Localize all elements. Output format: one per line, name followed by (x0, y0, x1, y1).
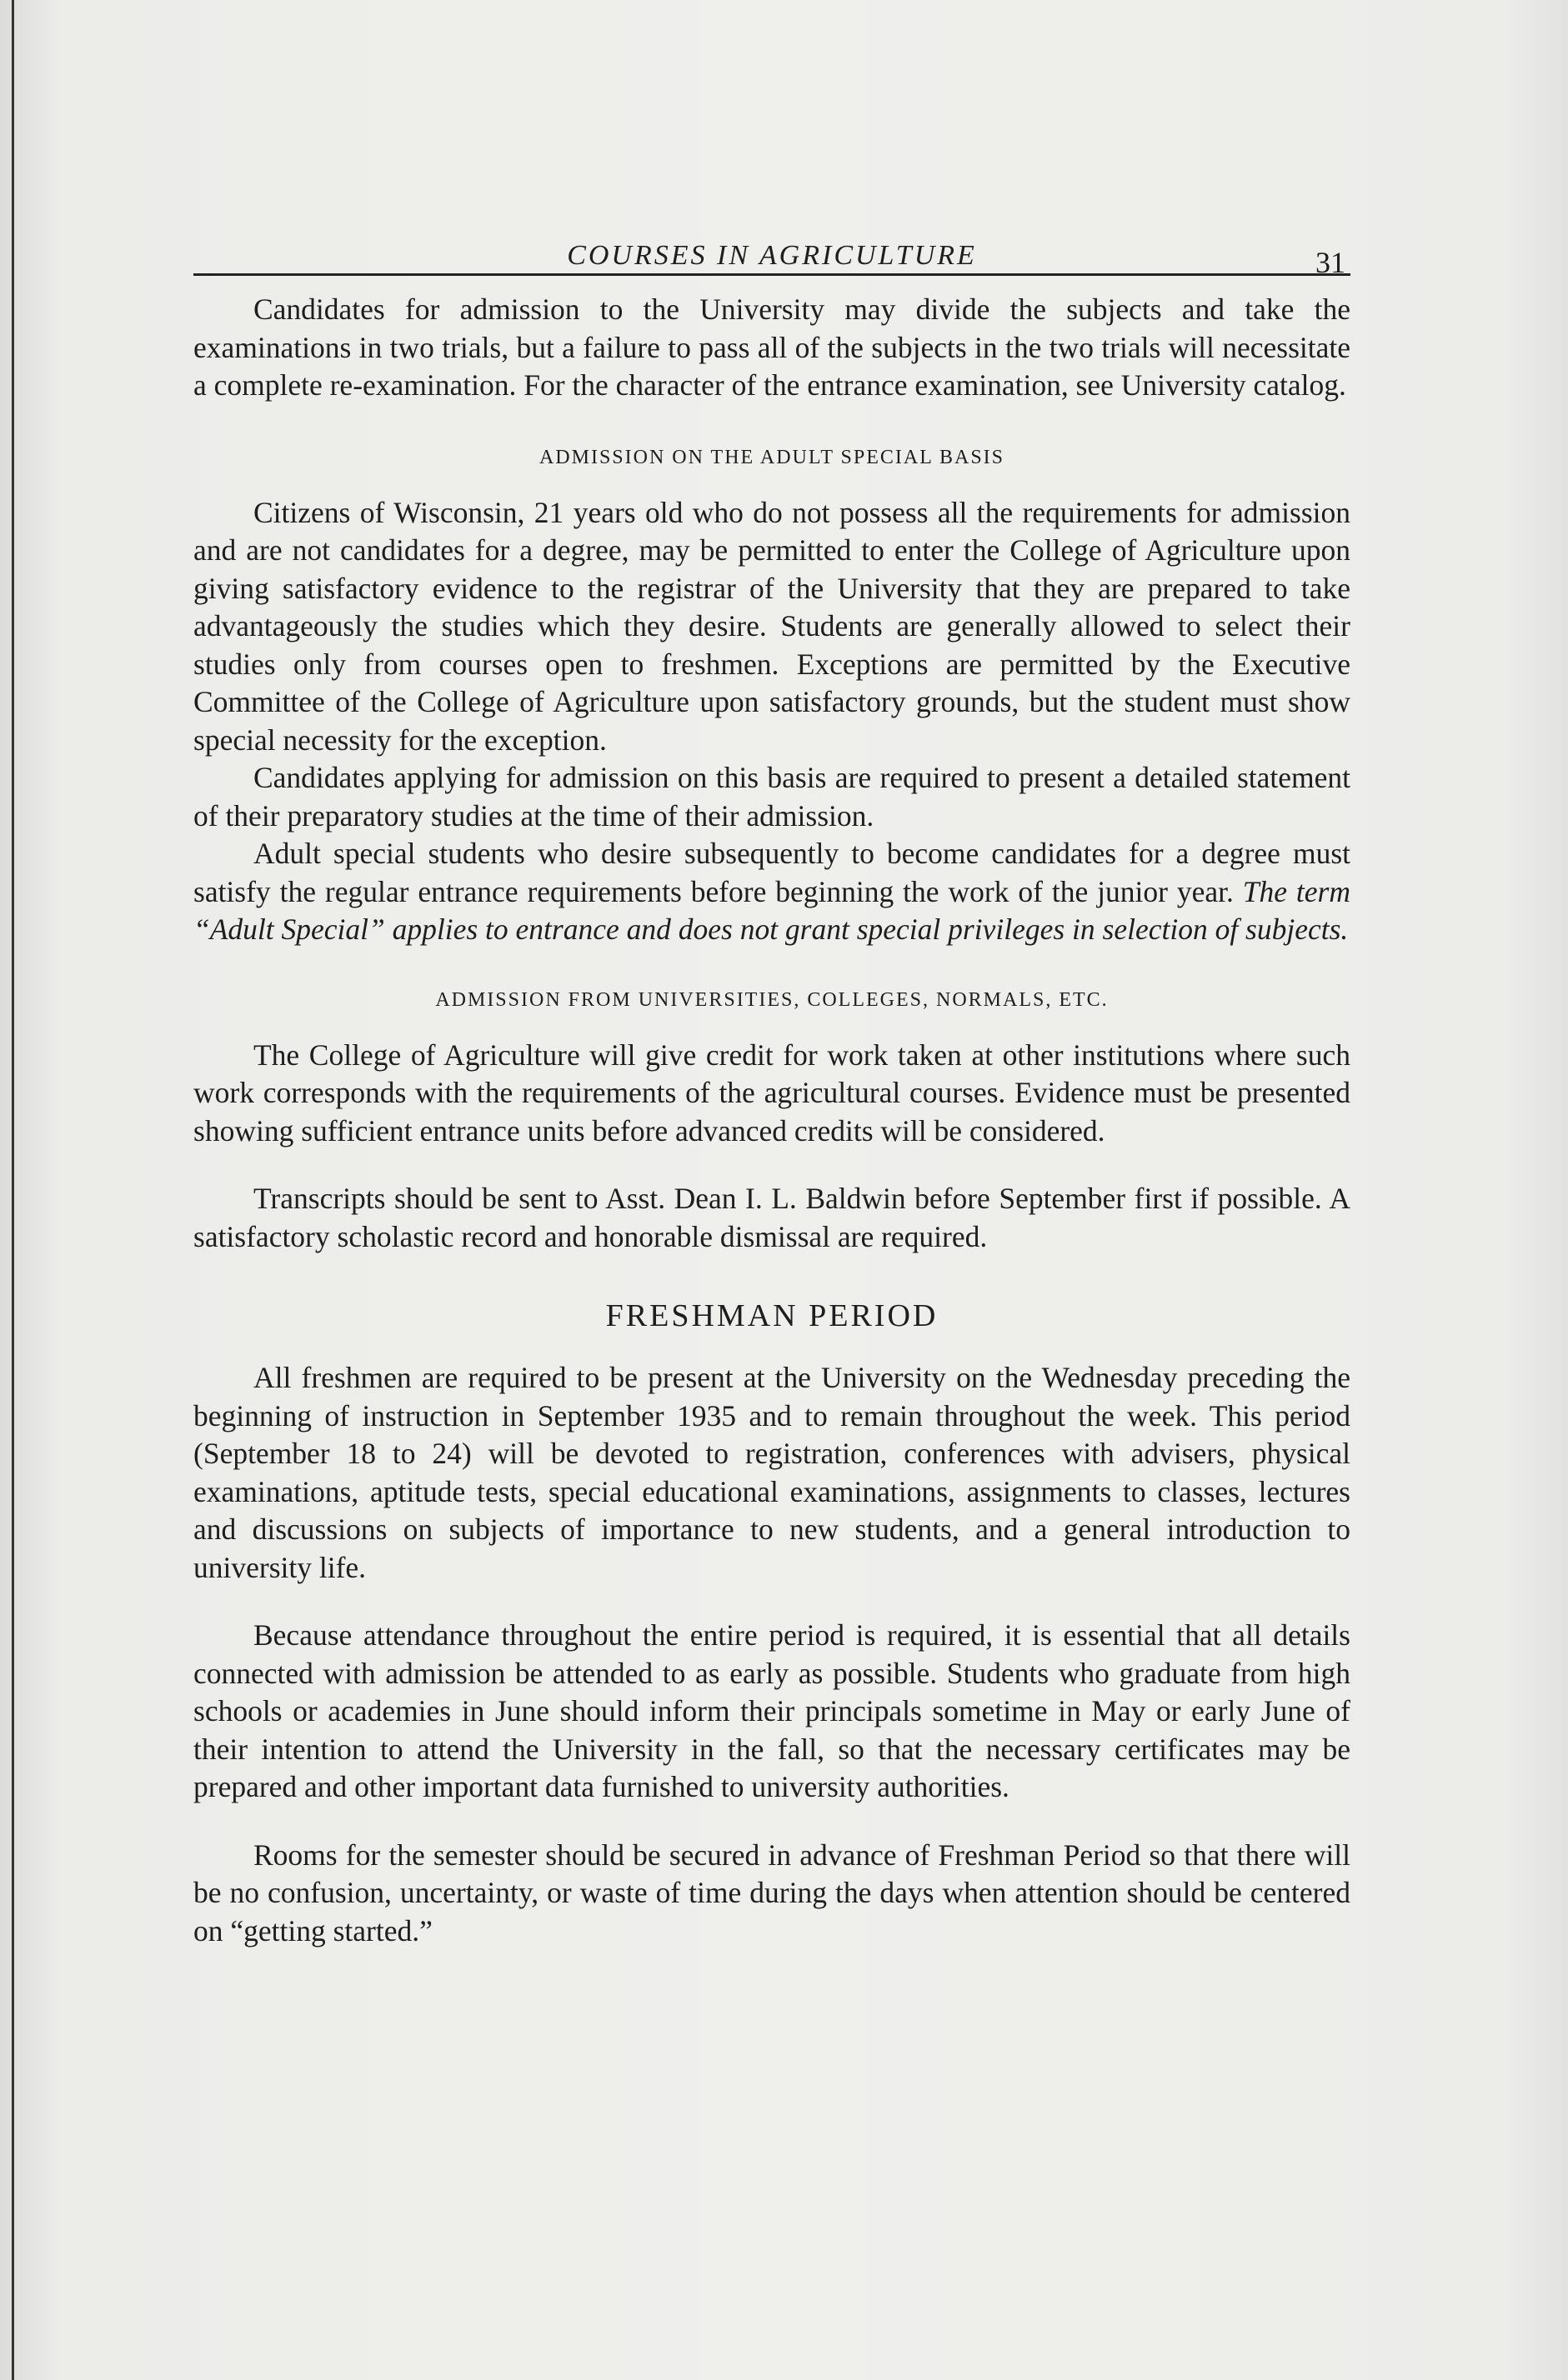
page-number: 31 (1315, 246, 1345, 279)
page-content (193, 218, 1350, 1950)
transfer-admission-heading: ADMISSION FROM UNIVERSITIES, COLLEGES, NORMALS, ETC. (435, 988, 1109, 1011)
freshman-paragraph-2: Because attendance throughout the entire period is required, it is essential that all details connected with admission be attended to as early as possible. Students who graduate from high schools or academies in June should inform their principals sometime in May or early June of their intention to attend the University in the fall, so that the necessary certificates may be prepared and other important data furnished to university authorities. (193, 1618, 1350, 1803)
adult-special-paragraph-3 (193, 835, 1350, 949)
page-edge-line (12, 0, 14, 2380)
adult-special-paragraph-1: Citizens of Wisconsin, 21 years old who do not possess all the requirements for admission and are not candidates for a degree, may be permitted to enter the College of Agriculture upon giving satisfactory evidence to the registrar of the University that they are prepared to take advantageously the studies which they desire. Students are generally allowed to select their studies only from courses open to freshmen. Exceptions are permitted by the Executive Committee of the College of Agriculture upon satisfactory grounds, but the student must show special necessity for the exception. (193, 495, 1350, 757)
adult-special-paragraph-3-text: Adult special students who desire subsequently to become candidates for a degree must satisfy the regular entrance requirements before beginning the work of the junior year. (193, 837, 1350, 908)
transfer-paragraph-1: The College of Agriculture will give credit for work taken at other institutions where such work corresponds with the requirements of the agricultural courses. Evidence must be presented showing sufficient entrance units before advanced credits will be considered. (193, 1038, 1350, 1148)
intro-paragraph: Candidates for admission to the University may divide the subjects and take the examinations in two trials, but a failure to pass all of the subjects in the two trials will necessitate a complete re-examination. For the character of the entrance examination, see University catalog. (193, 292, 1350, 402)
running-header (193, 218, 1350, 279)
adult-special-paragraph-2: Candidates applying for admission on this basis are required to present a detailed statement of their preparatory studies at the time of their admission. (193, 761, 1350, 832)
freshman-paragraph-3: Rooms for the semester should be secured in advance of Freshman Period so that there will be no confusion, uncertainty, or waste of time during the days when attention should be centered on “getting started.” (193, 1838, 1350, 1948)
transfer-paragraph-2: Transcripts should be sent to Asst. Dean I. L. Baldwin before September first if possible. A satisfactory scholastic record and honorable dismissal are required. (193, 1182, 1350, 1253)
running-title: COURSES IN AGRICULTURE (567, 240, 977, 271)
adult-special-paragraph-3-italic: The term “Adult Special” applies to entrance and does not grant special privileges in selection of subjects. (193, 874, 1351, 946)
freshman-period-heading: FRESHMAN PERIOD (605, 1298, 939, 1333)
freshman-paragraph-1: All freshmen are required to be present at the University on the Wednesday preceding the beginning of instruction in September 1935 and to remain throughout the week. This period (September 18 to 24) will be devoted to registration, conferences with advisers, physical examinations, aptitude tests, special educational examinations, assignments to classes, lectures and discussions on subjects of importance to new students, and a general introduction to university life. (193, 1361, 1350, 1584)
adult-special-heading: ADMISSION ON THE ADULT SPECIAL BASIS (539, 446, 1005, 468)
